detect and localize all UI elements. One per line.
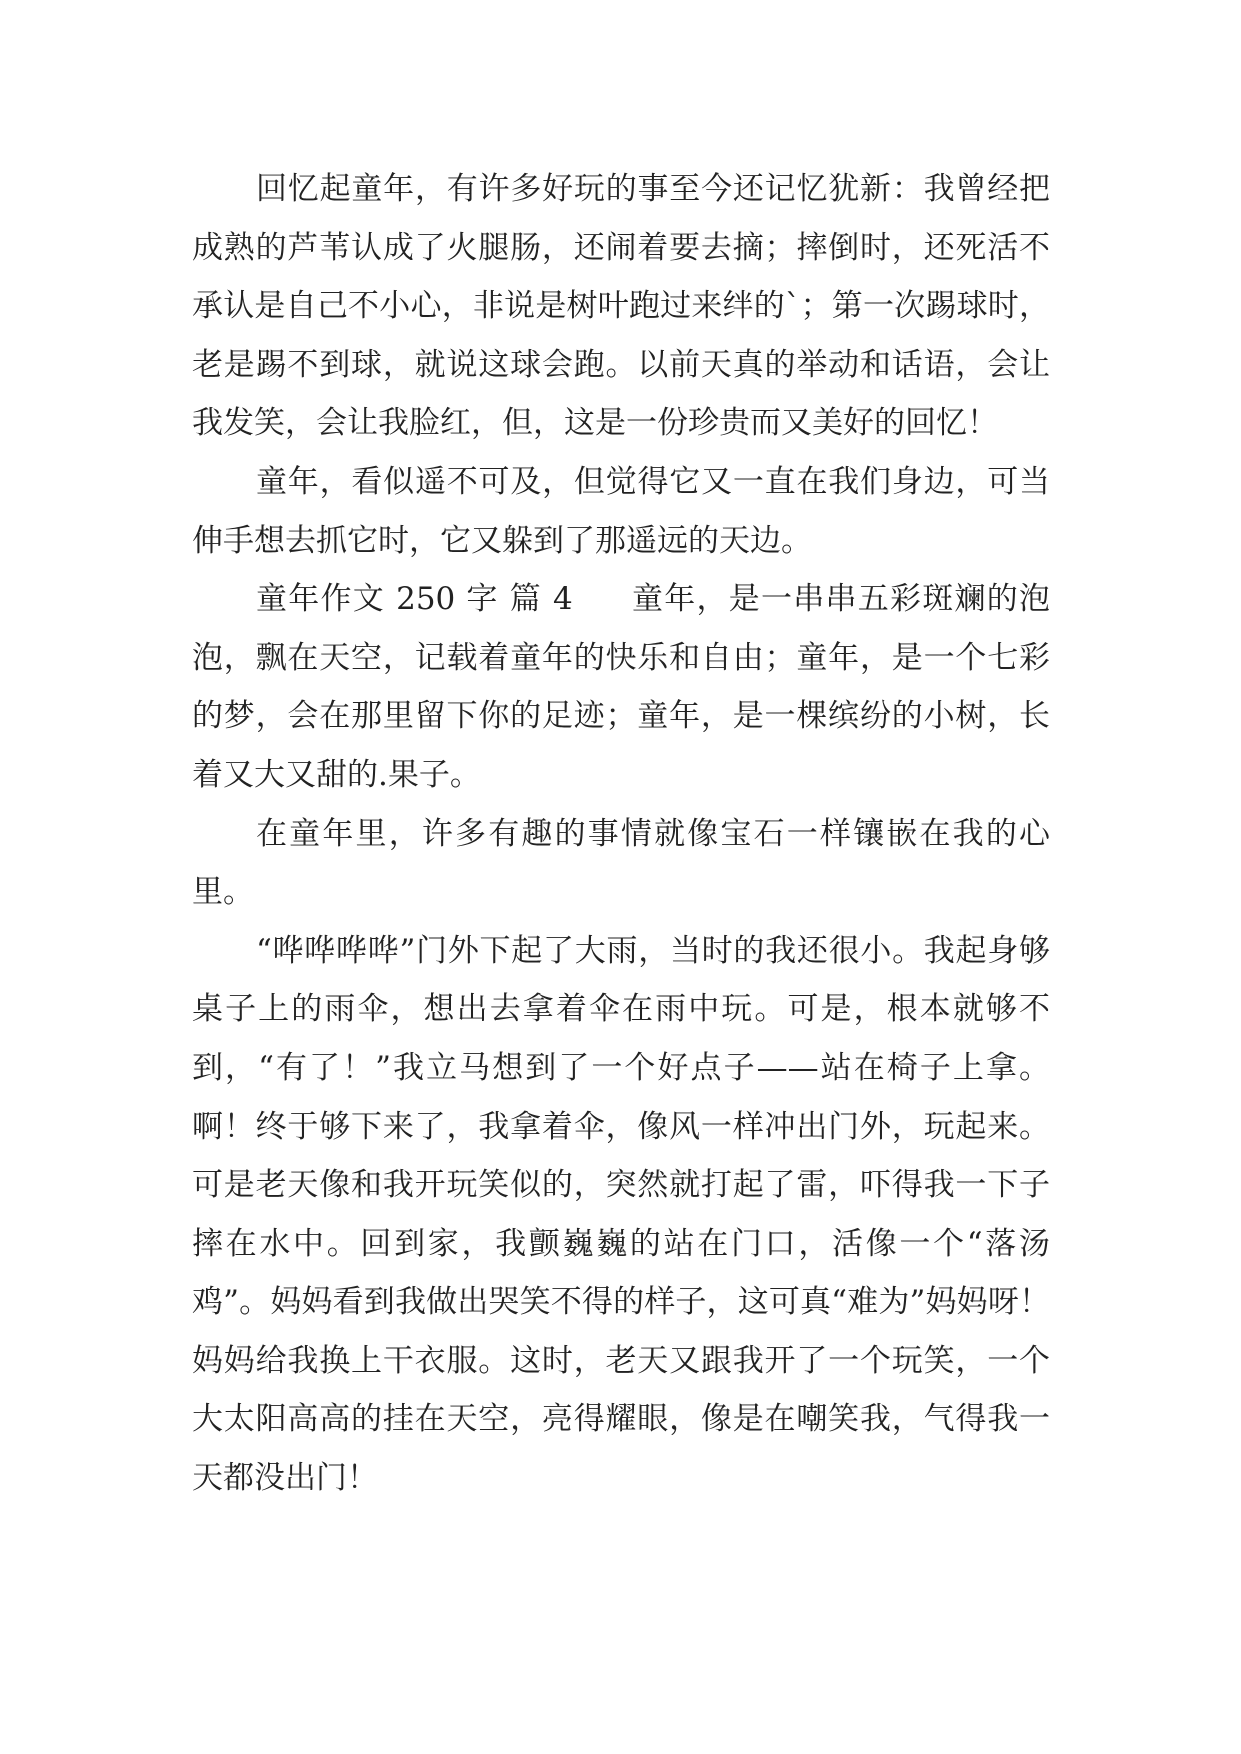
- paragraph-4: 在童年里，许多有趣的事情就像宝石一样镶嵌在我的心里。: [192, 815, 1050, 911]
- paragraph-1: 回忆起童年，有许多好玩的事至今还记忆犹新：我曾经把成熟的芦苇认成了火腿肠，还闹着要去摘；摔倒时，还死活不承认是自己不小心，非说是树叶跑过来绊的`；第一次踢球时，老是踢不到球，就说这球会跑。以前天真的举动和话语，会让我发笑，会让我脸红，但，这是一份珍贵而又美好的回忆！: [192, 171, 1050, 442]
- section-heading: 童年作文 250 字 篇 4: [256, 581, 573, 618]
- paragraph-2: 童年，看似遥不可及，但觉得它又一直在我们身边，可当伸手想去抓它时，它又躲到了那遥远的天边。: [192, 463, 1050, 559]
- document-page: [192, 160, 1050, 1508]
- paragraph-5: “哗哗哗哗”门外下起了大雨，当时的我还很小。我起身够桌子上的雨伞，想出去拿着伞在雨中玩。可是，根本就够不到，“有了！”我立马想到了一个好点子——站在椅子上拿。啊！终于够下来了，我拿着伞，像风一样冲出门外，玩起来。可是老天像和我开玩笑似的，突然就打起了雷，吓得我一下子摔在水中。回到家，我颤巍巍的站在门口，活像一个“落汤鸡”。妈妈看到我做出哭笑不得的样子，这可真“难为”妈妈呀！妈妈给我换上干衣服。这时，老天又跟我开了一个玩笑，一个大太阳高高的挂在天空，亮得耀眼，像是在嘲笑我，气得我一天都没出门！: [192, 932, 1050, 1497]
- section-paragraph-1: 童年，是一串串五彩斑斓的泡泡，飘在天空，记载着童年的快乐和自由；童年，是一个七彩的梦，会在那里留下你的足迹；童年，是一棵缤纷的小树，长着又大又甜的.果子。: [192, 581, 1050, 793]
- paragraph-3: [192, 570, 1050, 804]
